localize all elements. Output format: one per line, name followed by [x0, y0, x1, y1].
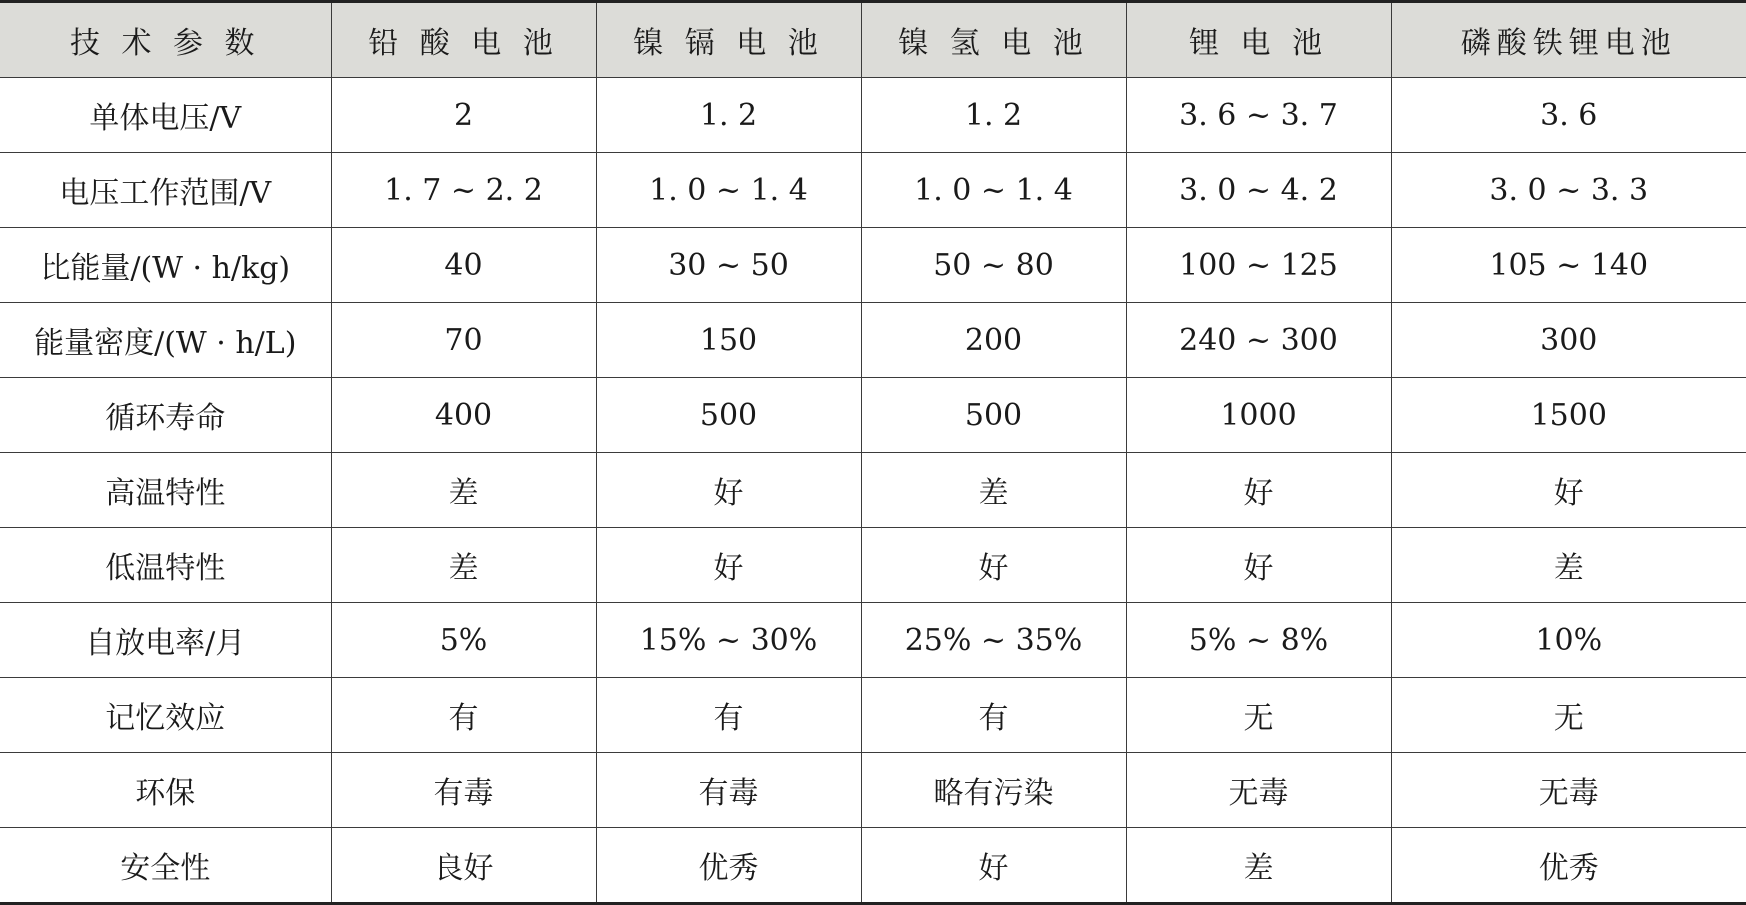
lithium-iron-phosphate-cell: 3. 0 ~ 3. 3 — [1391, 153, 1746, 228]
table-body — [0, 78, 1746, 904]
parameter-cell: 循环寿命 — [0, 378, 331, 453]
table-row — [0, 78, 1746, 153]
lithium-cell: 无 — [1126, 678, 1391, 753]
lithium-cell: 好 — [1126, 453, 1391, 528]
nickel-metal-hydride-cell: 略有污染 — [861, 753, 1126, 828]
lithium-iron-phosphate-cell: 1500 — [1391, 378, 1746, 453]
parameter-cell: 能量密度/(W · h/L) — [0, 303, 331, 378]
lithium-cell: 240 ~ 300 — [1126, 303, 1391, 378]
parameter-cell: 高温特性 — [0, 453, 331, 528]
lead-acid-cell: 差 — [331, 453, 596, 528]
nickel-cadmium-cell: 30 ~ 50 — [596, 228, 861, 303]
lead-acid-cell: 40 — [331, 228, 596, 303]
table-row — [0, 528, 1746, 603]
lithium-iron-phosphate-cell: 300 — [1391, 303, 1746, 378]
lead-acid-cell: 5% — [331, 603, 596, 678]
parameter-cell: 电压工作范围/V — [0, 153, 331, 228]
header-cell-lead-acid: 铅 酸 电 池 — [331, 2, 596, 78]
lithium-iron-phosphate-cell: 优秀 — [1391, 828, 1746, 904]
lithium-cell: 差 — [1126, 828, 1391, 904]
nickel-metal-hydride-cell: 25% ~ 35% — [861, 603, 1126, 678]
lead-acid-cell: 70 — [331, 303, 596, 378]
table-row — [0, 378, 1746, 453]
nickel-cadmium-cell: 有毒 — [596, 753, 861, 828]
nickel-metal-hydride-cell: 50 ~ 80 — [861, 228, 1126, 303]
header-cell-lithium-iron-phosphate: 磷酸铁锂电池 — [1391, 2, 1746, 78]
header-cell-nickel-cadmium: 镍 镉 电 池 — [596, 2, 861, 78]
lithium-iron-phosphate-cell: 3. 6 — [1391, 78, 1746, 153]
lithium-cell: 3. 6 ~ 3. 7 — [1126, 78, 1391, 153]
header-row — [0, 2, 1746, 78]
lithium-cell: 5% ~ 8% — [1126, 603, 1391, 678]
lead-acid-cell: 2 — [331, 78, 596, 153]
parameter-cell: 环保 — [0, 753, 331, 828]
table-row — [0, 453, 1746, 528]
lithium-cell: 1000 — [1126, 378, 1391, 453]
parameter-cell: 自放电率/月 — [0, 603, 331, 678]
lead-acid-cell: 400 — [331, 378, 596, 453]
nickel-metal-hydride-cell: 200 — [861, 303, 1126, 378]
lithium-iron-phosphate-cell: 无 — [1391, 678, 1746, 753]
nickel-metal-hydride-cell: 好 — [861, 528, 1126, 603]
nickel-cadmium-cell: 15% ~ 30% — [596, 603, 861, 678]
header-cell-lithium: 锂 电 池 — [1126, 2, 1391, 78]
nickel-metal-hydride-cell: 500 — [861, 378, 1126, 453]
header-cell-parameter: 技 术 参 数 — [0, 2, 331, 78]
nickel-cadmium-cell: 500 — [596, 378, 861, 453]
nickel-cadmium-cell: 优秀 — [596, 828, 861, 904]
nickel-cadmium-cell: 1. 2 — [596, 78, 861, 153]
table-row — [0, 753, 1746, 828]
nickel-metal-hydride-cell: 1. 0 ~ 1. 4 — [861, 153, 1126, 228]
table-row — [0, 228, 1746, 303]
lead-acid-cell: 有毒 — [331, 753, 596, 828]
lead-acid-cell: 良好 — [331, 828, 596, 904]
table-row — [0, 303, 1746, 378]
lithium-cell: 好 — [1126, 528, 1391, 603]
nickel-cadmium-cell: 有 — [596, 678, 861, 753]
parameter-cell: 低温特性 — [0, 528, 331, 603]
table-row — [0, 828, 1746, 904]
nickel-cadmium-cell: 1. 0 ~ 1. 4 — [596, 153, 861, 228]
lithium-cell: 100 ~ 125 — [1126, 228, 1391, 303]
lead-acid-cell: 1. 7 ~ 2. 2 — [331, 153, 596, 228]
lead-acid-cell: 有 — [331, 678, 596, 753]
lithium-iron-phosphate-cell: 差 — [1391, 528, 1746, 603]
nickel-metal-hydride-cell: 好 — [861, 828, 1126, 904]
nickel-cadmium-cell: 好 — [596, 453, 861, 528]
lithium-iron-phosphate-cell: 105 ~ 140 — [1391, 228, 1746, 303]
parameter-cell: 记忆效应 — [0, 678, 331, 753]
lithium-iron-phosphate-cell: 好 — [1391, 453, 1746, 528]
lead-acid-cell: 差 — [331, 528, 596, 603]
table-header — [0, 2, 1746, 78]
nickel-cadmium-cell: 150 — [596, 303, 861, 378]
nickel-metal-hydride-cell: 差 — [861, 453, 1126, 528]
lithium-iron-phosphate-cell: 无毒 — [1391, 753, 1746, 828]
parameter-cell: 安全性 — [0, 828, 331, 904]
parameter-cell: 比能量/(W · h/kg) — [0, 228, 331, 303]
table-row — [0, 678, 1746, 753]
nickel-metal-hydride-cell: 有 — [861, 678, 1126, 753]
header-cell-nickel-metal-hydride: 镍 氢 电 池 — [861, 2, 1126, 78]
lithium-cell: 无毒 — [1126, 753, 1391, 828]
table-row — [0, 603, 1746, 678]
lithium-iron-phosphate-cell: 10% — [1391, 603, 1746, 678]
table-row — [0, 153, 1746, 228]
lithium-cell: 3. 0 ~ 4. 2 — [1126, 153, 1391, 228]
nickel-cadmium-cell: 好 — [596, 528, 861, 603]
parameter-cell: 单体电压/V — [0, 78, 331, 153]
nickel-metal-hydride-cell: 1. 2 — [861, 78, 1126, 153]
